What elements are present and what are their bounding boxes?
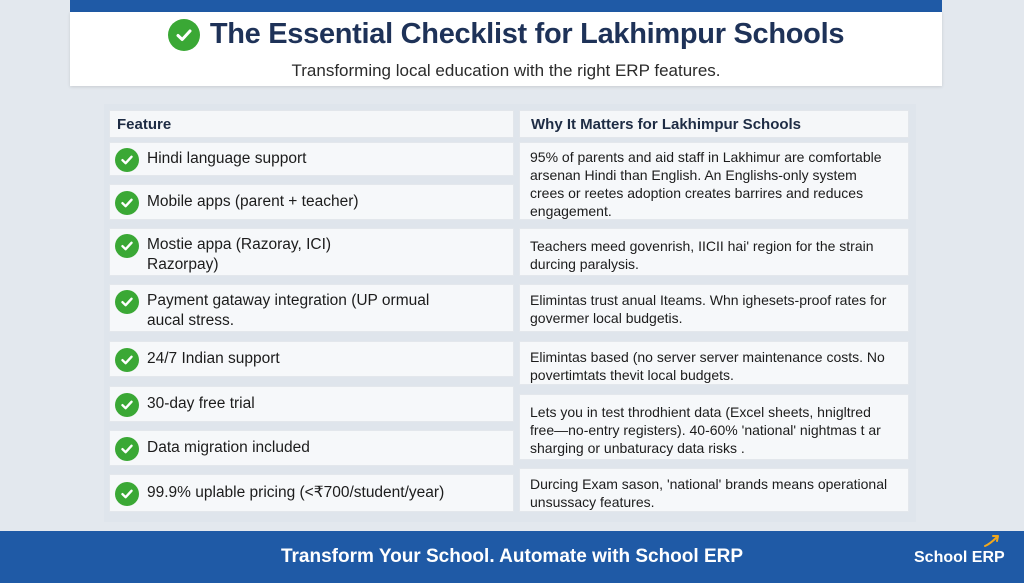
feature-row bbox=[109, 386, 514, 422]
page-subtitle: Transforming local education with the right ERP features. bbox=[291, 61, 721, 80]
feature-column-header: Feature bbox=[117, 116, 172, 133]
title-row bbox=[70, 18, 942, 51]
check-circle-icon bbox=[115, 290, 139, 314]
page-title: The Essential Checklist for Lakhimpur Schools bbox=[209, 18, 845, 50]
footer-cta: Transform Your School. Automate with School ERP bbox=[280, 546, 744, 567]
why-cell: Elimintas trust anual Iteams. Whn ighesets-proof rates for govermer local budgetis. bbox=[519, 284, 909, 332]
check-circle-icon bbox=[115, 482, 139, 506]
feature-row bbox=[109, 430, 514, 466]
feature-row bbox=[109, 284, 514, 332]
why-cell: Teachers meed govenrish, IICII hai' region for the strain durcing paralysis. bbox=[519, 228, 909, 276]
feature-row bbox=[109, 228, 514, 276]
feature-label: Mostie appa (Razoray, ICI) Razorpay) bbox=[147, 236, 332, 273]
why-cell: Durcing Exam sason, 'national' brands means operational unsussacy features. bbox=[519, 468, 909, 512]
check-circle-icon bbox=[115, 393, 139, 417]
check-circle-icon bbox=[168, 19, 200, 51]
why-cell: Elimintas based (no server server maintenance costs. No povertimtats thevit local budgets. bbox=[519, 341, 909, 385]
check-circle-icon bbox=[115, 348, 139, 372]
feature-label: 30-day free trial bbox=[147, 395, 255, 412]
footer-banner bbox=[0, 531, 1024, 583]
feature-label: Data migration included bbox=[147, 439, 310, 456]
feature-label: Hindi language support bbox=[147, 150, 307, 167]
why-cell: Lets you in test throdhient data (Excel sheets, hnigltred free—no-entry registers). 40-60% 'national' nightmas t ar sharging or unbaturacy data risks . bbox=[519, 394, 909, 460]
brand-logo: School ERP bbox=[914, 549, 1005, 566]
feature-row bbox=[109, 184, 514, 220]
feature-row bbox=[109, 341, 514, 377]
feature-label: Payment gataway integration (UP ormual aucal stress. bbox=[147, 292, 430, 329]
why-column-header: Why It Matters for Lakhimpur Schools bbox=[531, 116, 802, 133]
feature-row bbox=[109, 474, 514, 512]
header-card bbox=[70, 12, 942, 86]
why-cell: 95% of parents and aid staff in Lakhimur are comfortable arsenan Hindi than English. An Englishs-only system crees or reetes adoption creates barrires and reduces engagement. bbox=[519, 142, 909, 220]
feature-label: 24/7 Indian support bbox=[147, 350, 280, 367]
feature-row bbox=[109, 142, 514, 176]
feature-label: Mobile apps (parent + teacher) bbox=[147, 193, 359, 210]
top-accent-strip bbox=[70, 0, 942, 12]
check-circle-icon bbox=[115, 437, 139, 461]
feature-label: 99.9% uplable pricing (<₹700/student/year) bbox=[147, 484, 445, 501]
check-circle-icon bbox=[115, 191, 139, 215]
check-circle-icon bbox=[115, 234, 139, 258]
check-circle-icon bbox=[115, 148, 139, 172]
